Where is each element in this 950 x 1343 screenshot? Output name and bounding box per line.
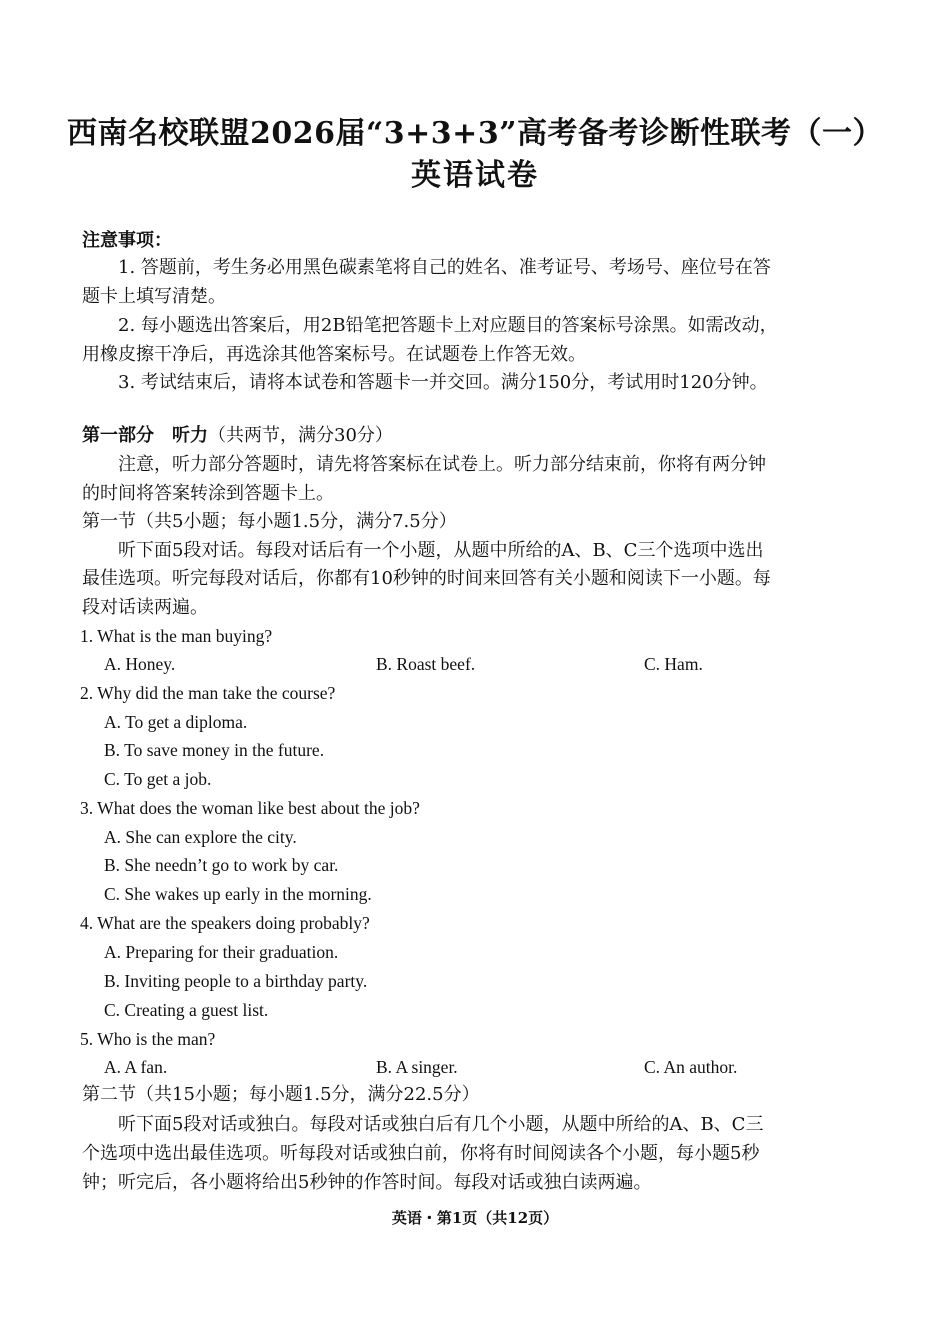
question-3-option-a: A. She can explore the city. <box>104 827 297 847</box>
section2-instructions-end: 钟；听完后，各小题将给出5秒钟的作答时间。每段对话或独白读两遍。 <box>82 1172 652 1193</box>
question-3-option-b: B. She needn’t go to work by car. <box>104 855 339 875</box>
notice-heading: 注意事项： <box>82 230 172 251</box>
notice-item-2-cont: 用橡皮擦干净后，再选涂其他答案标号。在试题卷上作答无效。 <box>82 344 586 365</box>
section1-instructions-end: 段对话读两遍。 <box>82 597 208 618</box>
exam-subtitle: 英语试卷 <box>411 158 539 193</box>
question-1-option-a: A. Honey. <box>104 654 176 674</box>
section2-heading: 第二节（共15小题；每小题1.5分，满分22.5分） <box>82 1084 480 1105</box>
part1-note-cont: 的时间将答案转涂到答题卡上。 <box>82 483 334 504</box>
section1-heading: 第一节（共5小题；每小题1.5分，满分7.5分） <box>82 511 457 532</box>
page-footer: 英语・第1页（共12页） <box>391 1209 559 1227</box>
question-4-option-c: C. Creating a guest list. <box>104 1000 269 1020</box>
exam-title: 西南名校联盟2026届“3+3+3”高考备考诊断性联考（一） <box>67 116 883 151</box>
section1-instructions: 听下面5段对话。每段对话后有一个小题，从题中所给的A、B、C三个选项中选出 <box>118 540 764 561</box>
section2-instructions: 听下面5段对话或独白。每段对话或独白后有几个小题，从题中所给的A、B、C三 <box>118 1114 764 1135</box>
question-4-option-b: B. Inviting people to a birthday party. <box>104 971 368 991</box>
notice-item-1: 1. 答题前，考生务必用黑色碳素笔将自己的姓名、准考证号、考场号、座位号在答 <box>118 257 771 278</box>
part1-note: 注意，听力部分答题时，请先将答案标在试卷上。听力部分结束前，你将有两分钟 <box>118 454 766 475</box>
question-5-option-b: B. A singer. <box>376 1057 458 1077</box>
question-1-option-b: B. Roast beef. <box>376 654 476 674</box>
notice-item-2: 2. 每小题选出答案后，用2B铅笔把答题卡上对应题目的答案标号涂黑。如需改动， <box>118 315 778 336</box>
question-4-option-a: A. Preparing for their graduation. <box>104 942 339 962</box>
part1-heading <box>82 424 393 448</box>
section2-instructions-cont: 个选项中选出最佳选项。听每段对话或独白前，你将有时间阅读各个小题，每小题5秒 <box>82 1143 760 1164</box>
question-2-option-c: C. To get a job. <box>104 769 212 789</box>
question-2-option-a: A. To get a diploma. <box>104 712 248 732</box>
notice-item-1-cont: 题卡上填写清楚。 <box>82 286 226 307</box>
part1-heading-label: 第一部分 听力 <box>82 425 208 446</box>
question-5-stem: 5. Who is the man? <box>80 1029 216 1049</box>
question-1-stem: 1. What is the man buying? <box>80 626 273 646</box>
question-4-stem: 4. What are the speakers doing probably? <box>80 913 370 933</box>
question-1-option-c: C. Ham. <box>644 654 703 674</box>
question-3-option-c: C. She wakes up early in the morning. <box>104 884 372 904</box>
section1-instructions-cont: 最佳选项。听完每段对话后，你都有10秒钟的时间来回答有关小题和阅读下一小题。每 <box>82 568 771 589</box>
question-5-option-a: A. A fan. <box>104 1057 168 1077</box>
notice-item-3: 3. 考试结束后，请将本试卷和答题卡一并交回。满分150分，考试用时120分钟。 <box>118 372 768 393</box>
question-2-stem: 2. Why did the man take the course? <box>80 683 336 703</box>
part1-heading-score: （共两节，满分30分） <box>208 425 393 446</box>
question-2-option-b: B. To save money in the future. <box>104 740 325 760</box>
question-3-stem: 3. What does the woman like best about the job? <box>80 798 420 818</box>
question-5-option-c: C. An author. <box>644 1057 738 1077</box>
